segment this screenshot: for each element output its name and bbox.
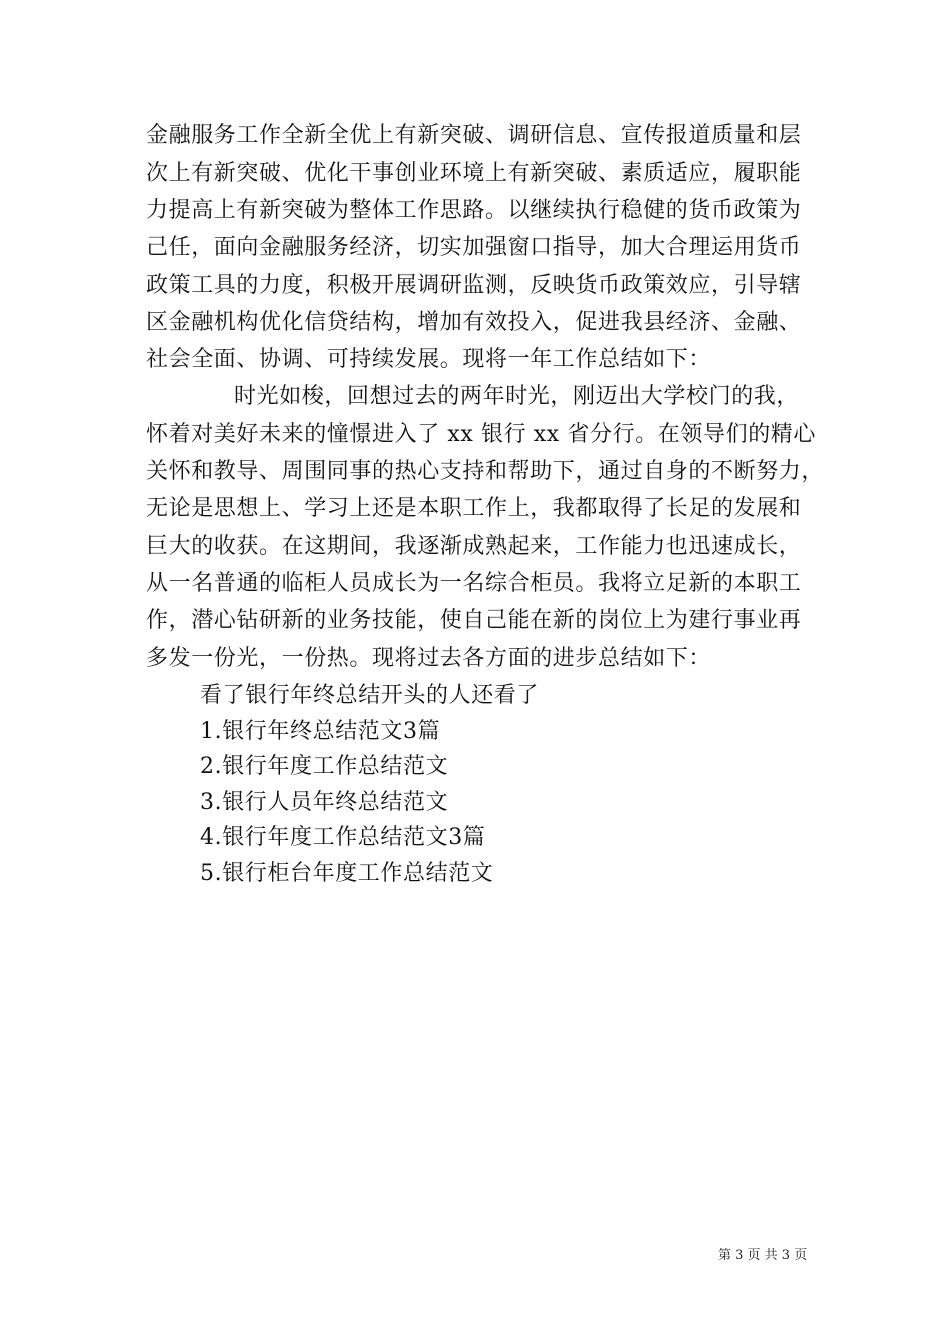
text-line: 多发一份光，一份热。现将过去各方面的进步总结如下：: [146, 646, 712, 671]
related-heading: 看了银行年终总结开头的人还看了: [200, 683, 540, 708]
text-line: 作，潜心钻研新的业务技能，使自己能在新的岗位上为建行事业再: [146, 608, 802, 633]
text-line: 巨大的收获。在这期间，我逐渐成熟起来，工作能力也迅速成长，: [146, 534, 802, 559]
text-line: 从一名普通的临柜人员成长为一名综合柜员。我将立足新的本职工: [146, 571, 802, 596]
text-line: 力提高上有新突破为整体工作思路。以继续执行稳健的货币政策为: [146, 198, 802, 223]
related-link[interactable]: 1.银行年终总结范文3篇: [200, 719, 441, 744]
text-line: 区金融机构优化信贷结构，增加有效投入，促进我县经济、金融、: [146, 310, 802, 335]
related-link[interactable]: 3.银行人员年终总结范文: [200, 790, 449, 815]
text-line: 社会全面、协调、可持续发展。现将一年工作总结如下：: [146, 347, 712, 372]
related-link[interactable]: 2.银行年度工作总结范文: [200, 754, 449, 779]
text-line: 政策工具的力度，积极开展调研监测，反映货币政策效应，引导辖: [146, 273, 802, 298]
text-line: 时光如梭，回想过去的两年时光，刚迈出大学校门的我，: [234, 384, 800, 409]
text-line: 无论是思想上、学习上还是本职工作上，我都取得了长足的发展和: [146, 496, 802, 521]
related-link[interactable]: 5.银行柜台年度工作总结范文: [200, 861, 494, 886]
page-number: 第 3 页 共 3 页: [718, 1248, 808, 1263]
related-link[interactable]: 4.银行年度工作总结范文3篇: [200, 825, 486, 850]
text-line: 怀着对美好未来的憧憬进入了 xx 银行 xx 省分行。在领导们的精心: [146, 422, 817, 447]
text-line: 关怀和教导、周围同事的热心支持和帮助下，通过自身的不断努力，: [146, 459, 825, 484]
text-line: 次上有新突破、优化干事创业环境上有新突破、素质适应，履职能: [146, 161, 802, 186]
text-line: 金融服务工作全新全优上有新突破、调研信息、宣传报道质量和层: [146, 123, 802, 148]
text-line: 己任，面向金融服务经济，切实加强窗口指导，加大合理运用货币: [146, 235, 802, 260]
